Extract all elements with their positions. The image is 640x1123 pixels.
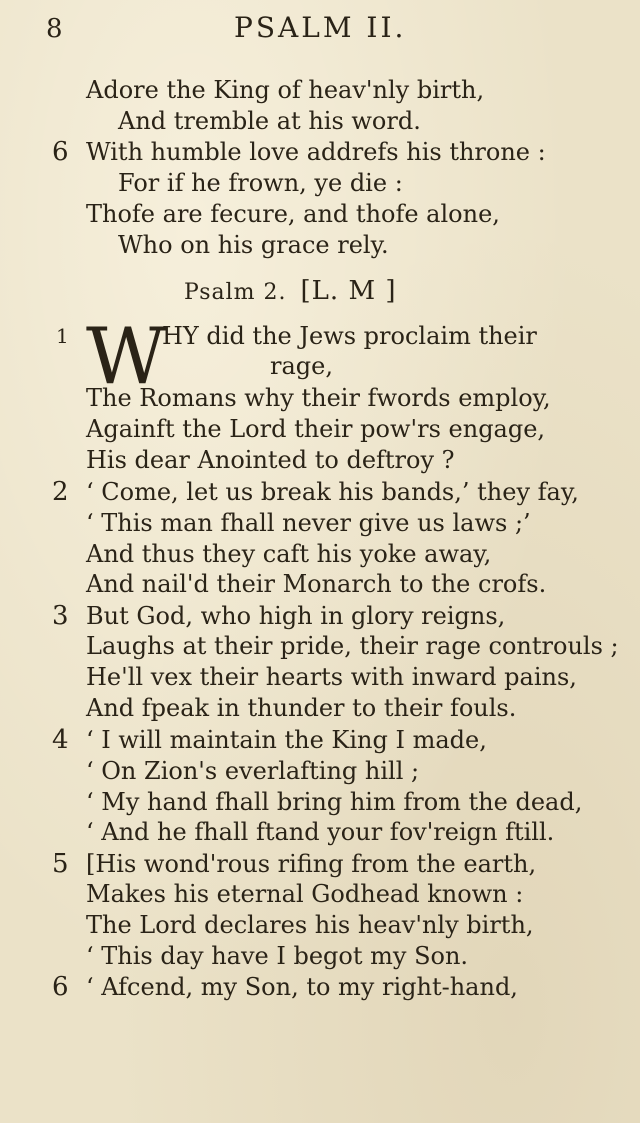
verse-line: Who on his grace rely. [118,231,389,259]
verse-line: ‘ Come, let us break his bands,’ they fay, [86,478,579,506]
verse-line: But God, who high in glory reigns, [86,602,506,630]
verse-number: 6 [52,972,69,1002]
psalm-meter: [L. M ] [300,276,397,306]
verse-line: For if he frown, ye die : [118,169,403,197]
verse-line: With humble love addrefs his throne : [86,138,546,166]
verse-number: 3 [52,601,69,631]
verse-line: ‘ On Zion's everlafting hill ; [86,757,420,785]
psalm-title-text: Psalm 2. [184,280,287,305]
running-head: PSALM II. [234,11,407,44]
verse-line: Adore the King of heav'nly birth, [86,76,485,104]
verse-number: 5 [52,849,69,879]
verse-line: The Romans why their fwords employ, [86,384,551,412]
drop-cap: W [86,312,167,402]
verse-line: Makes his eternal Godhead known : [86,880,524,908]
verse-line: ‘ And he fhall ftand your fov'reign ftill. [86,818,555,846]
psalm-title [184,276,396,308]
verse-line: ‘ This day have I begot my Son. [86,942,469,970]
verse-line: And thus they caft his yoke away, [86,540,492,568]
verse-line: And nail'd their Monarch to the crofs. [86,570,547,598]
verse-line: [His wond'rous rifing from the earth, [86,850,537,878]
verse-line: rage, [270,352,333,380]
verse-number: 6 [52,137,69,167]
verse-line: He'll vex their hearts with inward pains, [86,663,577,691]
page-number: 8 [46,14,63,44]
verse-number: 4 [52,725,69,755]
verse-line: Thofe are fecure, and thofe alone, [86,200,500,228]
verse-number: 1 [56,324,69,348]
verse-line: Againft the Lord their pow'rs engage, [86,415,546,443]
verse-line: His dear Anointed to deftroy ? [86,446,455,474]
verse-line: HY did the Jews proclaim their [162,322,537,350]
verse-line: ‘ Afcend, my Son, to my right-hand, [86,973,518,1001]
verse-line: ‘ I will maintain the King I made, [86,726,487,754]
verse-line: ‘ My hand fhall bring him from the dead, [86,788,583,816]
verse-number: 2 [52,477,69,507]
verse-line: The Lord declares his heav'nly birth, [86,911,534,939]
verse-line: ‘ This man fhall never give us laws ;’ [86,509,531,537]
verse-line: And tremble at his word. [118,107,421,135]
verse-line: And fpeak in thunder to their fouls. [86,694,517,722]
verse-line: Laughs at their pride, their rage controuls ; [86,632,619,660]
